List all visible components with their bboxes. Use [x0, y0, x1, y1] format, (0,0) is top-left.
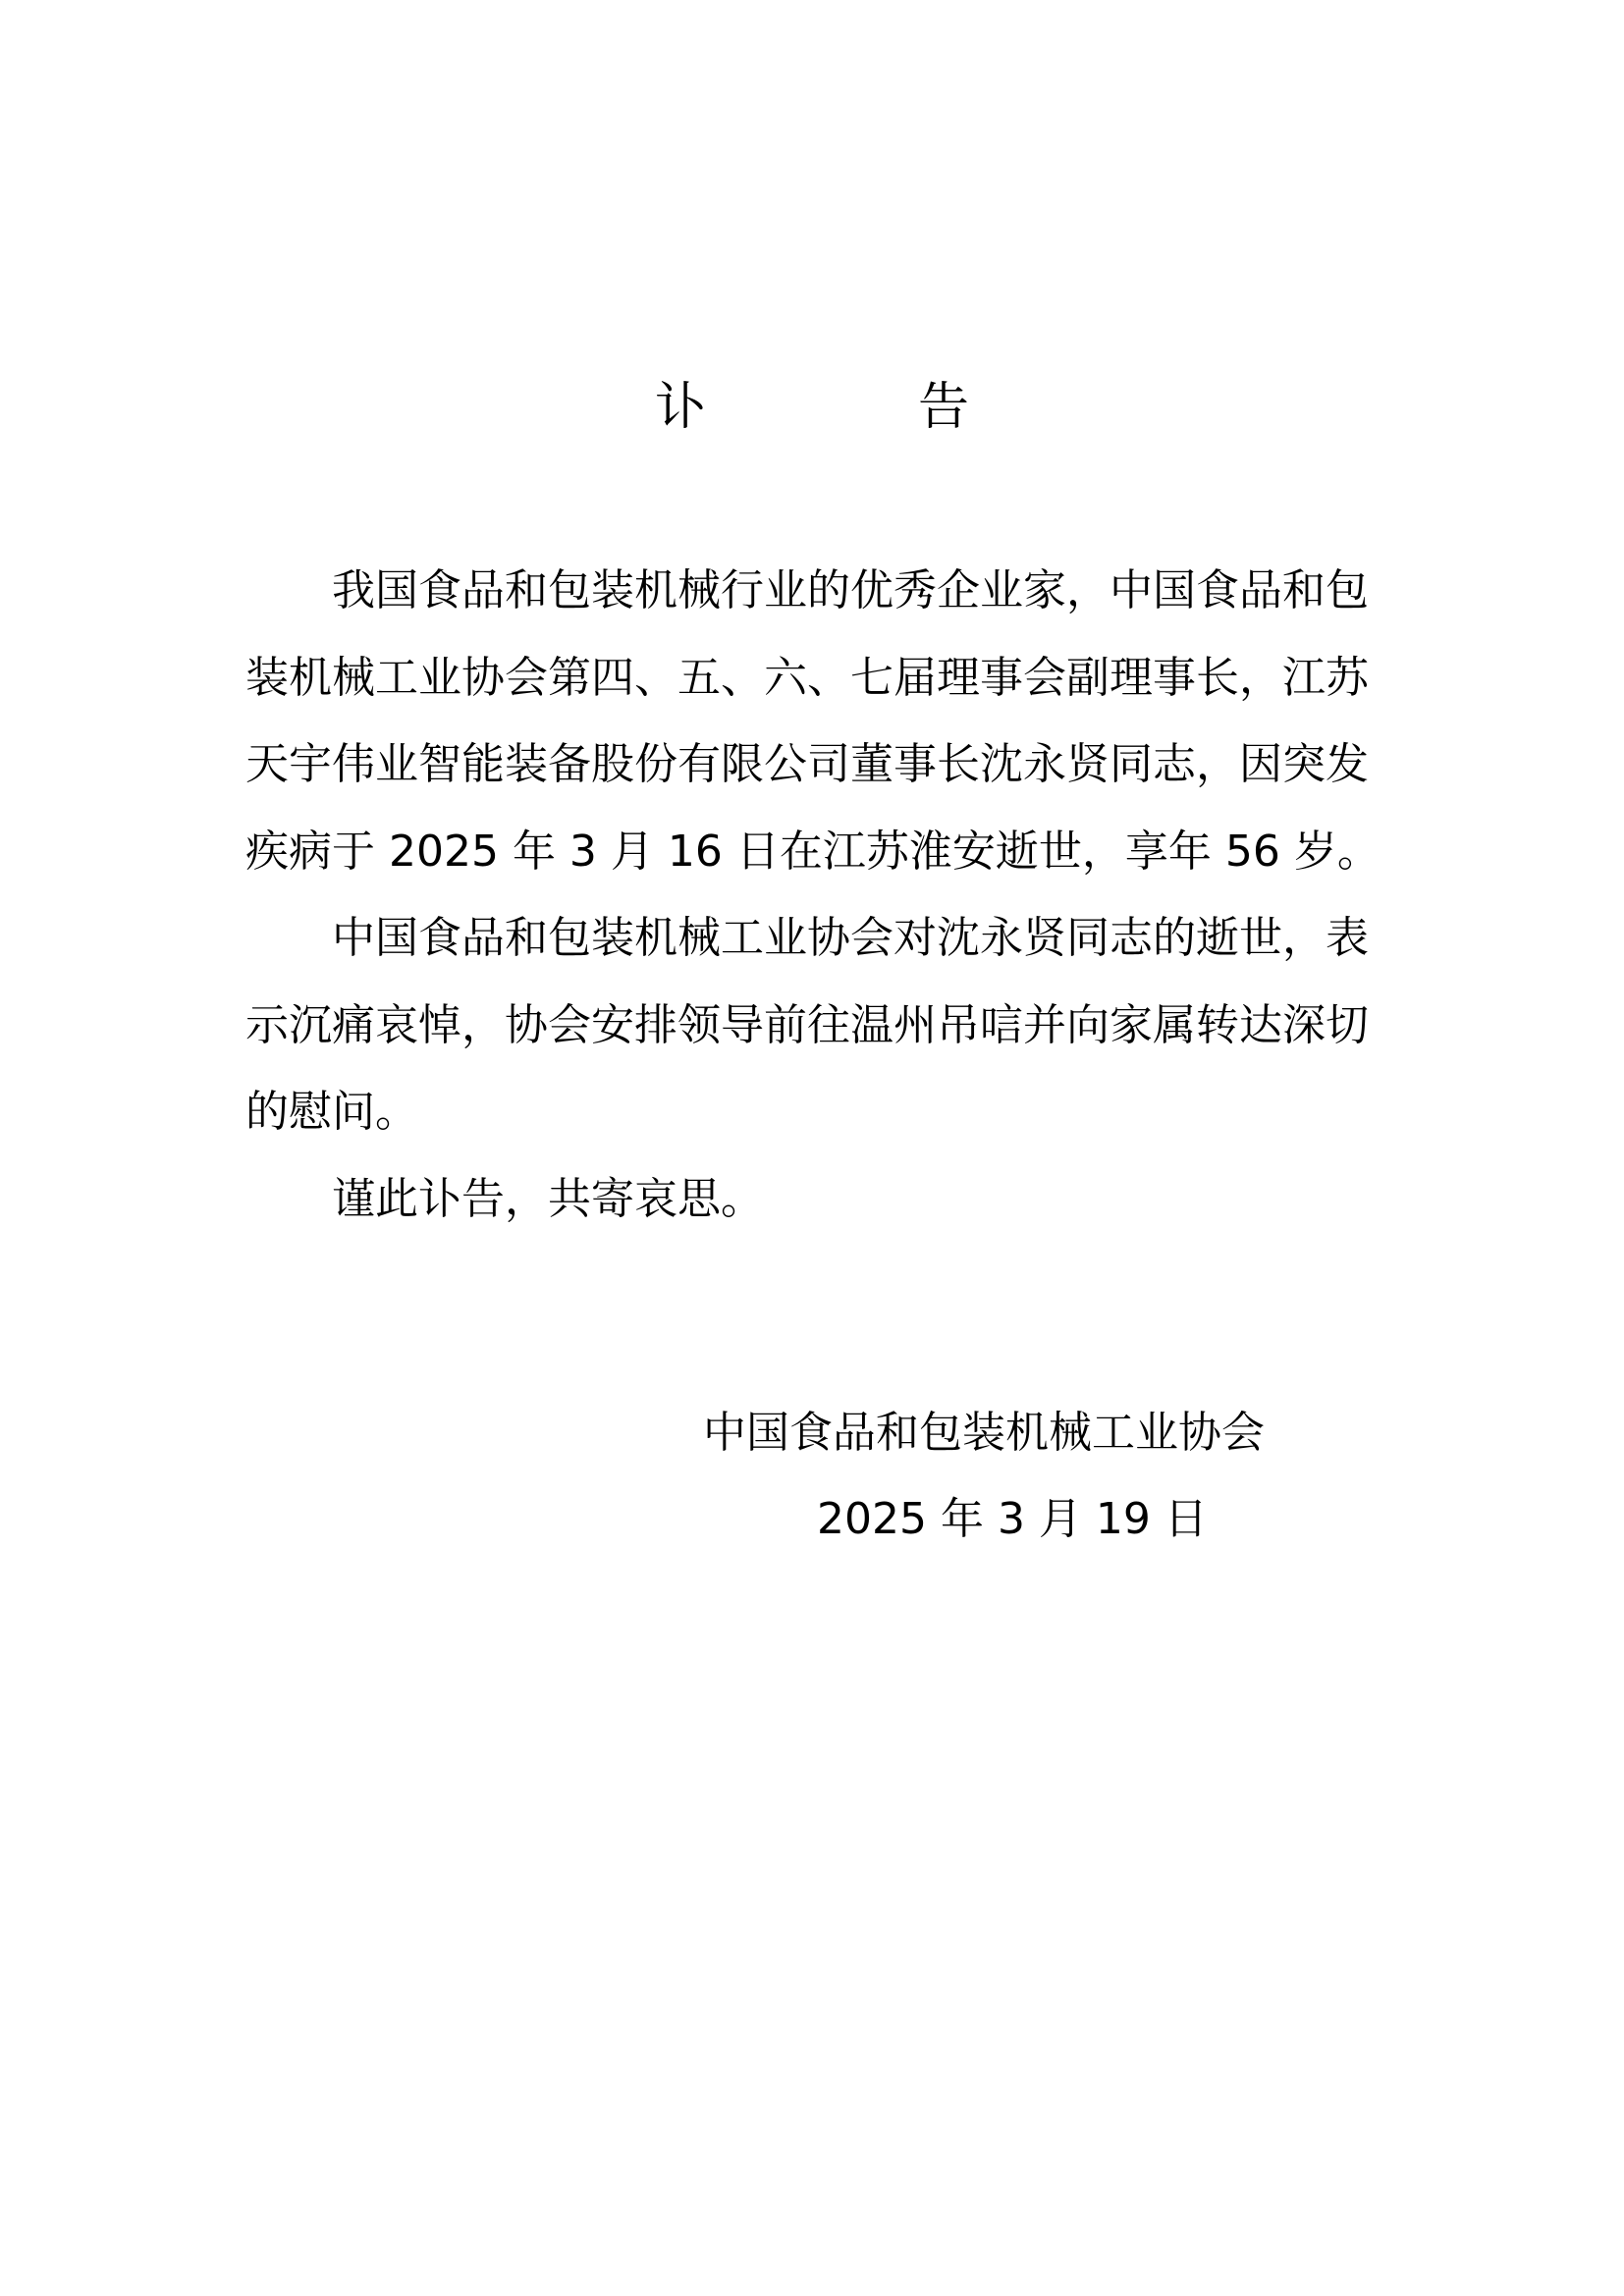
paragraph-line: 疾病于 2025 年 3 月 16 日在江苏淮安逝世，享年 56 岁。	[245, 826, 1380, 877]
paragraph-line: 谨此讣告，共寄哀思。	[332, 1173, 764, 1224]
paragraph-line: 装机械工业协会第四、五、六、七届理事会副理事长，江苏	[245, 652, 1369, 703]
paragraph-line: 的慰问。	[245, 1087, 418, 1137]
document-body	[245, 548, 1388, 1243]
document-title: 讣 告	[654, 378, 1050, 437]
paragraph-line: 我国食品和包装机械行业的优秀企业家，中国食品和包	[332, 565, 1369, 615]
paragraph-announcement	[245, 548, 1388, 895]
paragraph-line: 中国食品和包装机械工业协会对沈永贤同志的逝世，表	[332, 913, 1369, 963]
paragraph-line: 天宇伟业智能装备股份有限公司董事长沈永贤同志，因突发	[245, 739, 1369, 789]
paragraph-condolence	[245, 895, 1388, 1156]
signature-date: 2025 年 3 月 19 日	[817, 1494, 1208, 1544]
paragraph-closing	[245, 1156, 1388, 1244]
paragraph-line: 示沉痛哀悼，协会安排领导前往温州吊唁并向家属转达深切	[245, 999, 1369, 1050]
signature-organization: 中国食品和包装机械工业协会	[703, 1408, 1265, 1458]
